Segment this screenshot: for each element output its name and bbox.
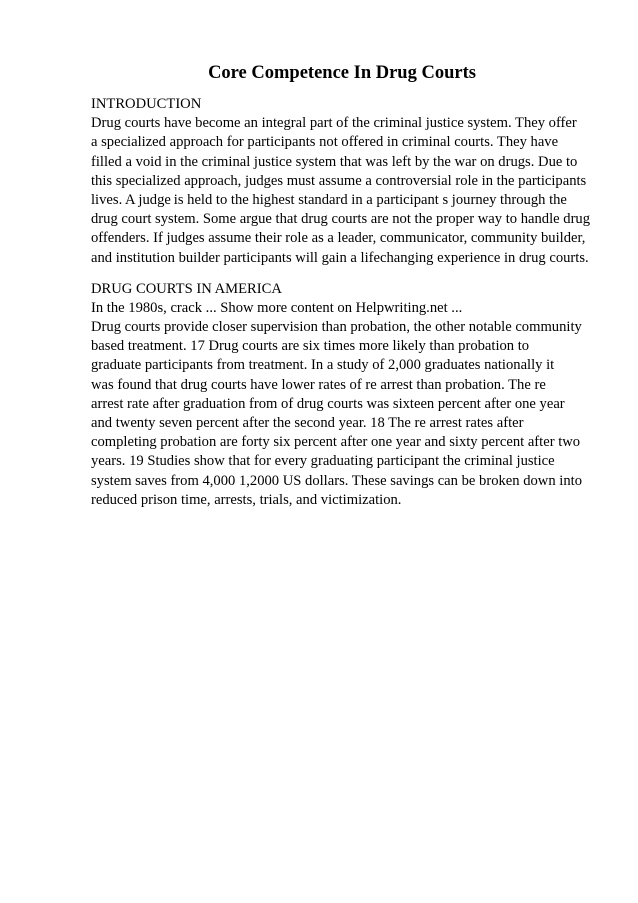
section-drug-courts-in-america <box>91 280 591 510</box>
paragraph-line: lives. A judge is held to the highest standard in a participant s journey through the <box>91 191 567 208</box>
paragraph-line: In the 1980s, crack ... Show more content on Helpwriting.net ... <box>91 299 463 316</box>
paragraph-line: a specialized approach for participants not offered in criminal courts. They have <box>91 134 559 151</box>
paragraph-line: offenders. If judges assume their role as a leader, communicator, community builder, <box>91 230 586 247</box>
document-title: Core Competence In Drug Courts <box>208 63 476 83</box>
paragraph-line: years. 19 Studies show that for every graduating participant the criminal justice <box>91 453 555 470</box>
paragraph-line: reduced prison time, arrests, trials, and victimization. <box>91 491 402 508</box>
paragraph-line: was found that drug courts have lower rates of re arrest than probation. The re <box>91 376 546 393</box>
paragraph-line: Drug courts have become an integral part of the criminal justice system. They offer <box>91 115 577 132</box>
paragraph-line: graduate participants from treatment. In a study of 2,000 graduates nationally it <box>91 357 555 374</box>
paragraph-line: based treatment. 17 Drug courts are six times more likely than probation to <box>91 338 530 355</box>
paragraph-line: completing probation are forty six percent after one year and sixty percent after two <box>91 434 581 451</box>
paragraph-line: this specialized approach, judges must assume a controversial role in the participants <box>91 172 587 189</box>
document-body <box>91 95 591 510</box>
section-introduction <box>91 95 591 268</box>
paragraph-line: filled a void in the criminal justice system that was left by the war on drugs. Due to <box>91 153 578 170</box>
paragraph-line: and institution builder participants will gain a lifechanging experience in drug courts. <box>91 249 589 266</box>
paragraph-line: and twenty seven percent after the second year. 18 The re arrest rates after <box>91 415 524 431</box>
paragraph-line: Drug courts provide closer supervision than probation, the other notable community <box>91 319 582 336</box>
section-heading: INTRODUCTION <box>91 96 202 112</box>
paragraph-line: drug court system. Some argue that drug courts are not the proper way to handle drug <box>91 211 591 228</box>
paragraph-line: arrest rate after graduation from of drug courts was sixteen percent after one year <box>91 395 565 412</box>
paragraph-line: system saves from 4,000 1,2000 US dollars. These savings can be broken down into <box>91 472 582 489</box>
section-heading: DRUG COURTS IN AMERICA <box>91 280 282 297</box>
